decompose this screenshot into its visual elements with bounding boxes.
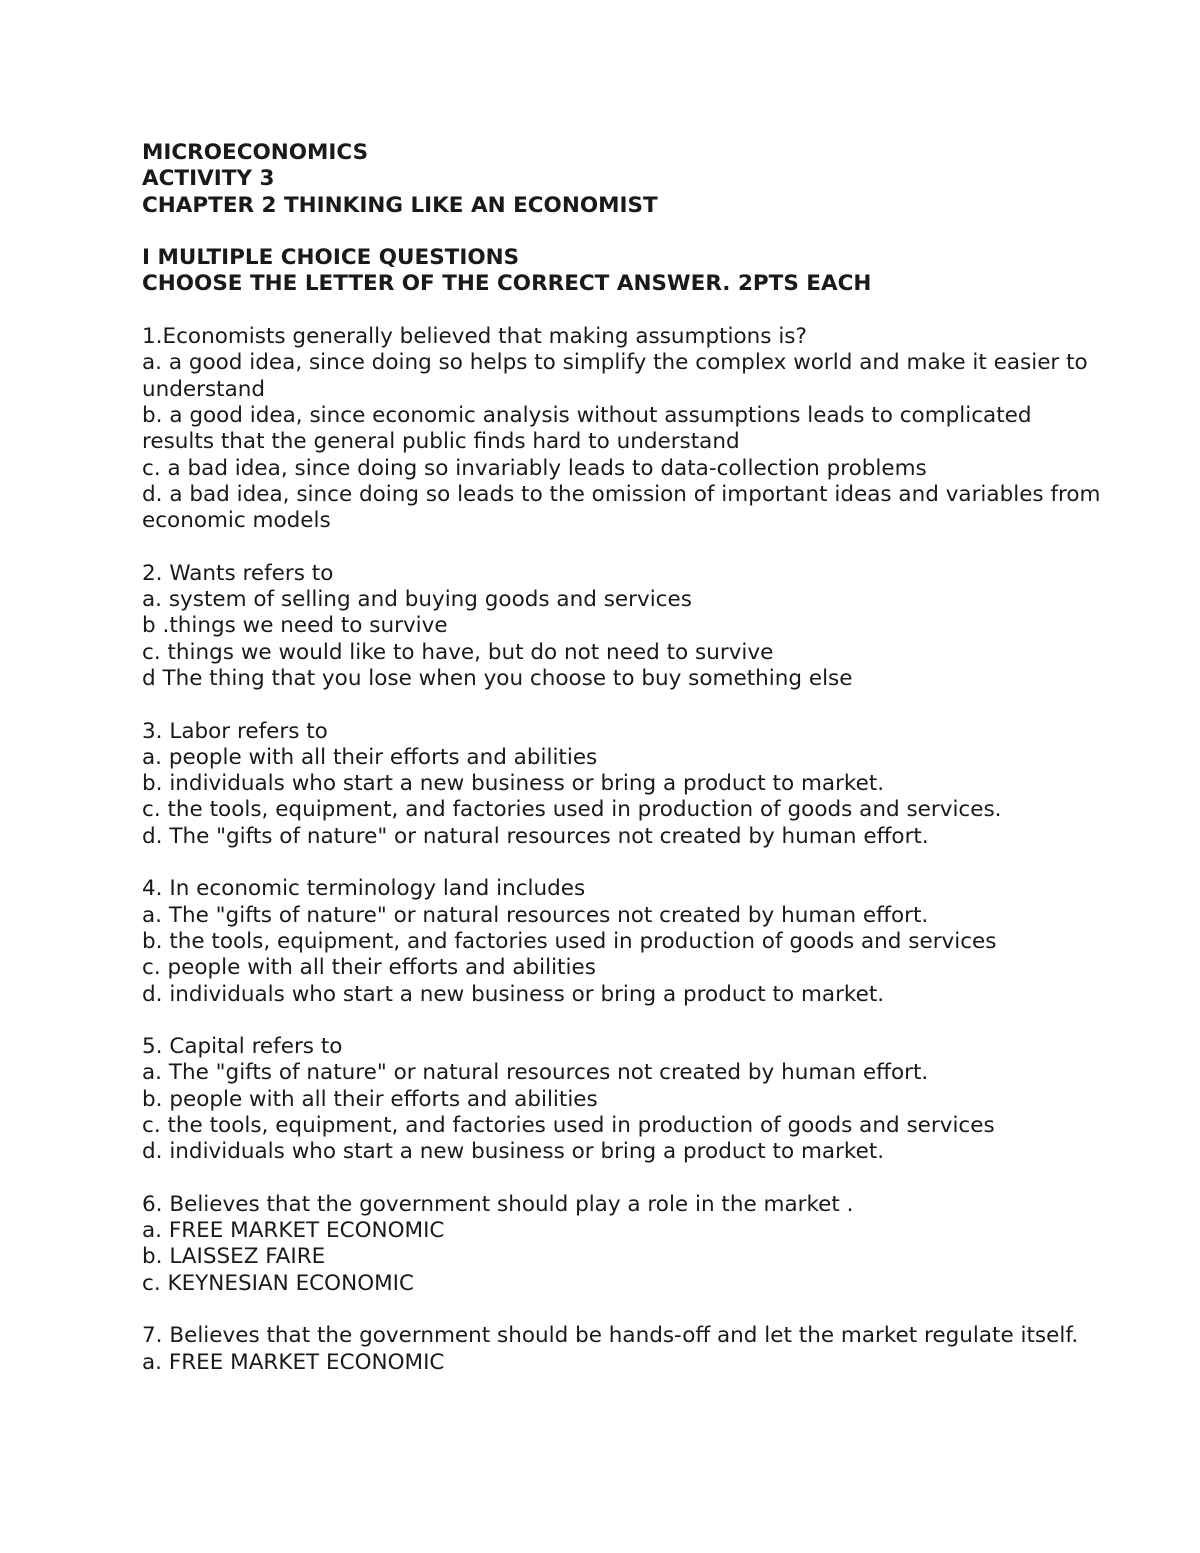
option-a: a. The "gifts of nature" or natural resources not created by human effort. bbox=[142, 1060, 929, 1086]
option-d: d. individuals who start a new business or bring a product to market. bbox=[142, 981, 885, 1007]
option-a: a. FREE MARKET ECONOMIC bbox=[142, 1218, 445, 1244]
option-a: a. FREE MARKET ECONOMIC bbox=[142, 1349, 445, 1375]
document-page bbox=[142, 140, 1102, 1376]
option-a: a. people with all their efforts and abilities bbox=[142, 744, 598, 770]
question-2 bbox=[142, 561, 1102, 692]
option-a: a. a good idea, since doing so helps to simplify the complex world and make it easier to understand bbox=[142, 350, 1088, 402]
question-7 bbox=[142, 1323, 1102, 1376]
option-b: b. people with all their efforts and abilities bbox=[142, 1086, 598, 1112]
question-1 bbox=[142, 324, 1102, 534]
option-d: d. individuals who start a new business or bring a product to market. bbox=[142, 1139, 885, 1165]
question-text: 5. Capital refers to bbox=[142, 1034, 343, 1060]
section-title: I MULTIPLE CHOICE QUESTIONS bbox=[142, 245, 520, 271]
option-c: c. people with all their efforts and abilities bbox=[142, 955, 596, 981]
question-text: 2. Wants refers to bbox=[142, 560, 334, 586]
option-c: c. things we would like to have, but do not need to survive bbox=[142, 639, 774, 665]
instructions: CHOOSE THE LETTER OF THE CORRECT ANSWER. 2PTS EACH bbox=[142, 271, 872, 297]
option-c: c. the tools, equipment, and factories used in production of goods and services. bbox=[142, 797, 1002, 823]
chapter-title: CHAPTER 2 THINKING LIKE AN ECONOMIST bbox=[142, 192, 658, 218]
option-b: b. individuals who start a new business or bring a product to market. bbox=[142, 771, 885, 797]
question-6 bbox=[142, 1192, 1102, 1297]
question-text: 3. Labor refers to bbox=[142, 718, 328, 744]
question-5 bbox=[142, 1034, 1102, 1165]
question-3 bbox=[142, 719, 1102, 850]
course-title: MICROECONOMICS bbox=[142, 140, 369, 165]
option-c: c. a bad idea, since doing so invariably leads to data-collection problems bbox=[142, 455, 927, 481]
question-text: 7. Believes that the government should be hands-off and let the market regulate itself. bbox=[142, 1323, 1079, 1349]
option-b: b .things we need to survive bbox=[142, 613, 448, 639]
option-d: d The thing that you lose when you choose to buy something else bbox=[142, 665, 853, 691]
question-text: 6. Believes that the government should play a role in the market . bbox=[142, 1191, 854, 1217]
activity-title: ACTIVITY 3 bbox=[142, 166, 275, 192]
option-a: a. The "gifts of nature" or natural resources not created by human effort. bbox=[142, 902, 929, 928]
option-b: b. LAISSEZ FAIRE bbox=[142, 1244, 326, 1270]
option-b: b. the tools, equipment, and factories used in production of goods and services bbox=[142, 928, 997, 954]
option-d: d. The "gifts of nature" or natural resources not created by human effort. bbox=[142, 823, 929, 849]
question-text: 1.Economists generally believed that making assumptions is? bbox=[142, 324, 807, 350]
option-b: b. a good idea, since economic analysis without assumptions leads to complicated results that the general public finds hard to understand bbox=[142, 402, 1032, 455]
option-c: c. KEYNESIAN ECONOMIC bbox=[142, 1270, 415, 1296]
option-d: d. a bad idea, since doing so leads to the omission of important ideas and variables from economic models bbox=[142, 481, 1101, 534]
option-c: c. the tools, equipment, and factories used in production of goods and services bbox=[142, 1112, 995, 1138]
question-4 bbox=[142, 876, 1102, 1007]
question-text: 4. In economic terminology land includes bbox=[142, 876, 586, 902]
option-a: a. system of selling and buying goods and services bbox=[142, 587, 692, 613]
